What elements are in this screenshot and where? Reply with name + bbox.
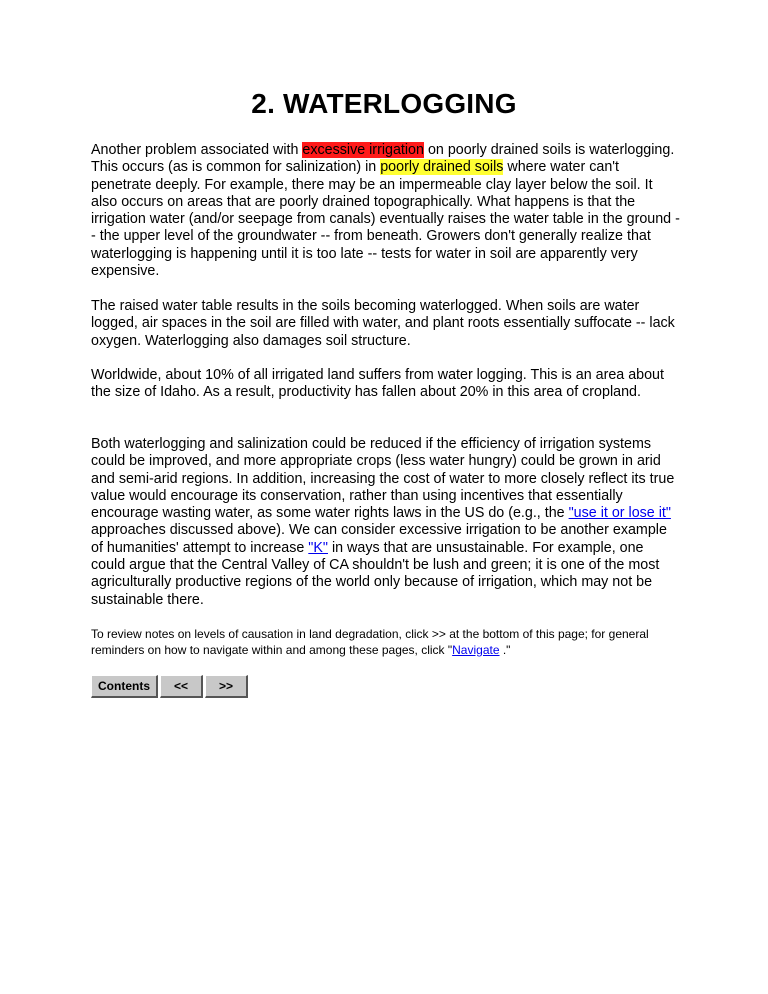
solutions-text-3: in ways that are unsustainable. For example, one could argue that the Central Valley of CA shouldn't be lush and green; it is one of the most agriculturally productive regions of the world only because of irrigation, which may not be sustainable there. <box>91 539 660 608</box>
navigation-bar <box>91 675 248 698</box>
intro-text-2: on poorly drained soils is waterlogging. This occurs (as is common for salinization) in <box>91 142 675 176</box>
highlight-excessive-irrigation: excessive irrigation <box>302 142 424 158</box>
review-text-2: ." <box>499 642 511 657</box>
use-it-or-lose-it-link[interactable]: "use it or lose it" <box>568 505 671 522</box>
paragraph-solutions <box>91 436 681 609</box>
solutions-text-2: approaches discussed above). We can consider excessive irrigation to be another example of humanities' attempt to increase <box>91 522 667 556</box>
paragraph-water-table: The raised water table results in the soils becoming waterlogged. When soils are water logged, air spaces in the soil are filled with water, and plant roots essentially suffocate -- lack oxygen. Waterlogging also damages soil structure. <box>91 298 675 349</box>
next-page-button[interactable]: >> <box>205 675 248 698</box>
solutions-text-1: Both waterlogging and salinization could be reduced if the efficiency of irrigation systems could be improved, and more appropriate crops (less water hungry) could be grown in arid and semi-arid regions. In addition, increasing the cost of water to more closely reflect its true value would encourage its conservation, rather than using incentives that essentially encourage wasting water, as some water rights laws in the US do (e.g., the <box>91 436 675 522</box>
review-text-1: To review notes on levels of causation in land degradation, click >> at the bottom of this page; for general reminders on how to navigate within and among these pages, click " <box>91 627 649 657</box>
intro-text-3: where water can't penetrate deeply. For example, there may be an impermeable clay layer below the soil. It also occurs on areas that are poorly drained topographically. What happens is that the irrigation water (and/or seepage from canals) eventually raises the water table in the ground -- the upper level of the groundwater -- from beneath. Growers don't generally realize that waterlogging is happening until it is too late -- tests for water in soil are apparently very expensive. <box>91 159 680 280</box>
contents-button[interactable]: Contents <box>91 675 158 698</box>
navigate-link[interactable]: Navigate <box>452 642 500 657</box>
intro-text-1: Another problem associated with <box>91 142 303 158</box>
paragraph-worldwide: Worldwide, about 10% of all irrigated land suffers from water logging. This is an area about the size of Idaho. As a result, productivity has fallen about 20% in this area of cropland. <box>91 367 664 401</box>
previous-page-button[interactable]: << <box>160 675 203 698</box>
highlight-poorly-drained-soils: poorly drained soils <box>380 159 504 176</box>
paragraph-review-note <box>91 627 691 658</box>
page-title: 2. WATERLOGGING <box>251 88 517 119</box>
k-link[interactable]: "K" <box>308 539 328 556</box>
paragraph-intro <box>91 142 681 280</box>
